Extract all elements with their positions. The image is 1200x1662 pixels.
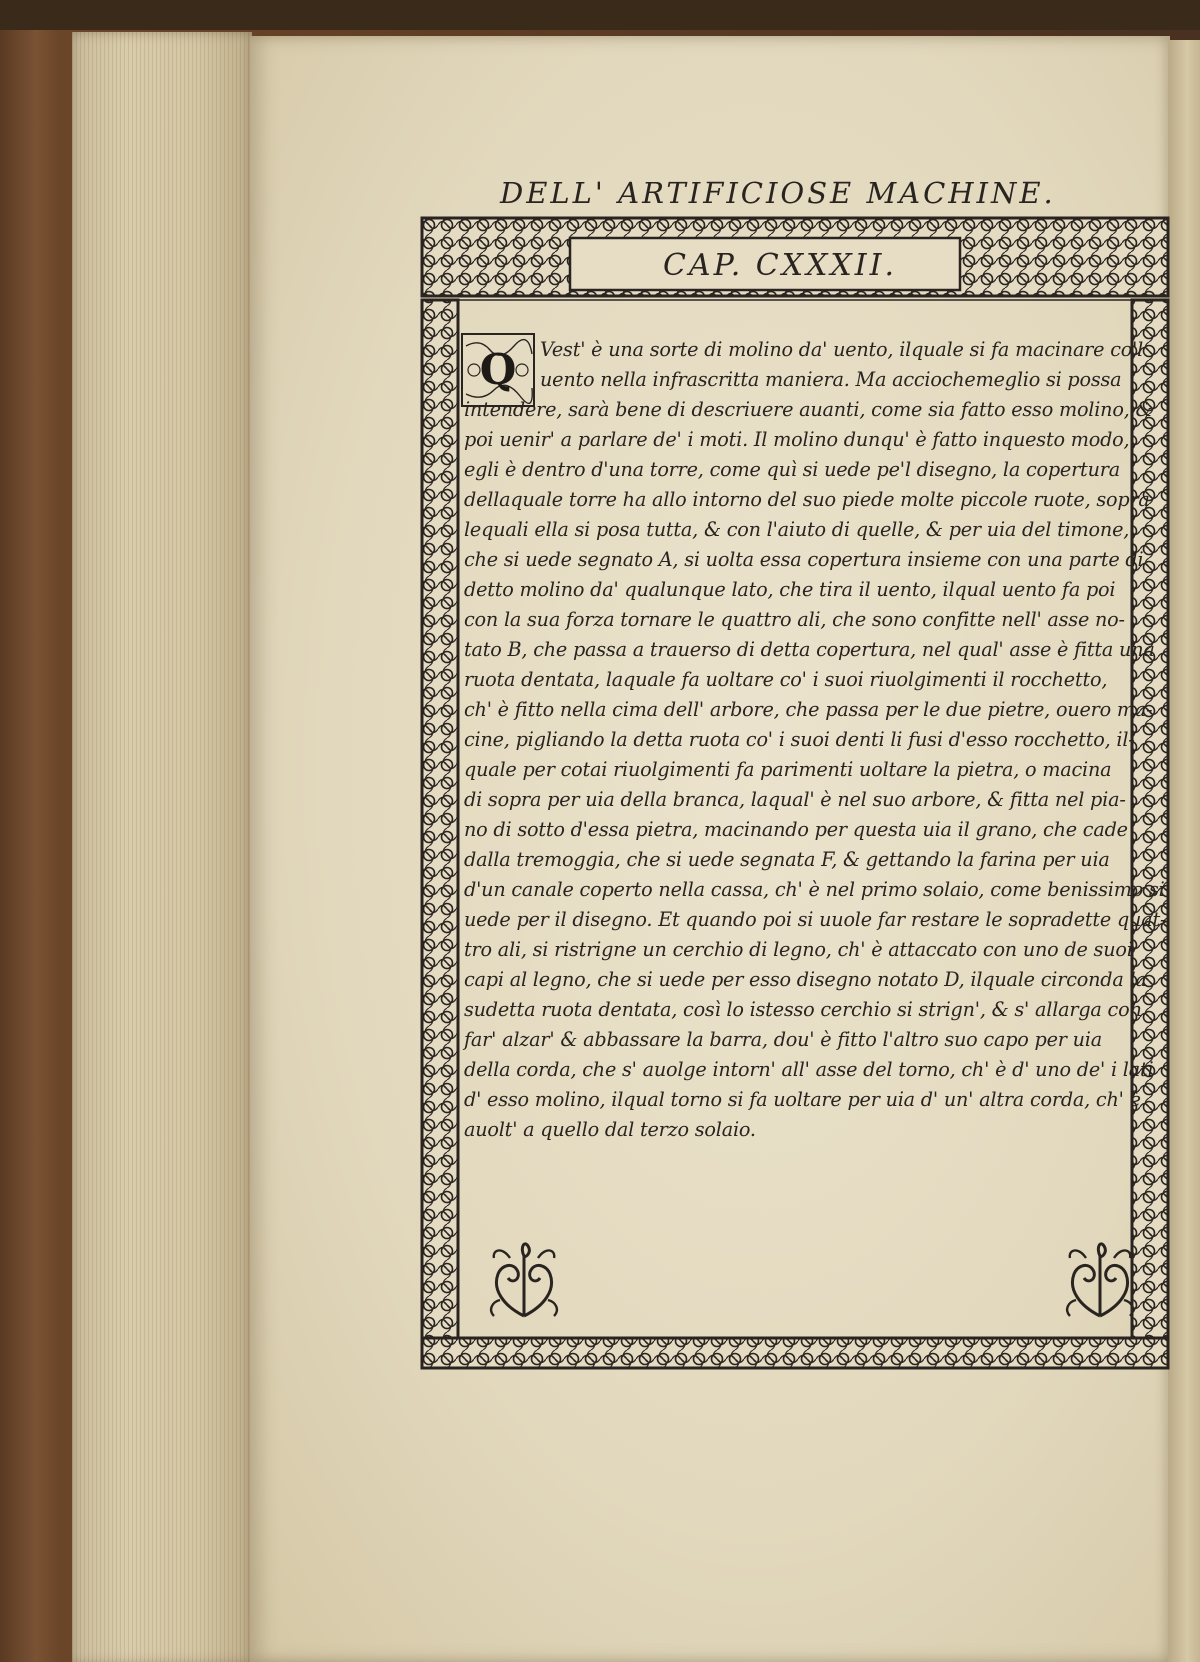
text-line: d'un canale coperto nella cassa, ch' è nel primo solaio, come benissimo si: [464, 878, 1165, 901]
text-line: tato B, che passa a trauerso di detta copertura, nel qual' asse è fitta una: [464, 638, 1155, 661]
text-line: quale per cotai riuolgimenti fa parimenti uoltare la pietra, o macina: [464, 758, 1112, 781]
fleuron-ornament-left: [484, 1236, 564, 1322]
text-line: ch' è fitto nella cima dell' arbore, che passa per le due pietre, ouero ma-: [464, 698, 1153, 721]
chapter-heading: CAP. CXXXII.: [662, 248, 898, 283]
facing-page-edge: [1168, 40, 1200, 1662]
text-line: di sopra per uia della branca, laqual' è nel suo arbore, & fitta nel pia-: [464, 788, 1126, 811]
fleuron-ornament-right: [1060, 1236, 1140, 1322]
text-line: egli è dentro d'una torre, come quì si uede pe'l disegno, la copertura: [464, 458, 1120, 481]
text-line: no di sotto d'essa pietra, macinando per questa uia il grano, che cade: [464, 818, 1128, 841]
page-edges: [72, 32, 252, 1662]
initial-letter: Q: [479, 345, 517, 394]
text-line: che si uede segnato A, si uolta essa copertura insieme con una parte di: [464, 548, 1144, 571]
text-line: Vest' è una sorte di molino da' uento, ilquale si fa macinare co'l: [540, 338, 1144, 361]
text-line: uento nella infrascritta maniera. Ma acciochemeglio si possa: [540, 368, 1122, 391]
running-head: DELL' ARTIFICIOSE MACHINE.: [500, 176, 1056, 210]
text-line: detto molino da' qualunque lato, che tira il uento, ilqual uento fa poi: [464, 578, 1116, 601]
text-line: uede per il disegno. Et quando poi si uuole far restare le sopradette quat-: [464, 908, 1167, 931]
text-line: intendere, sarà bene di descriuere auanti, come sia fatto esso molino, &: [464, 398, 1153, 421]
text-line: dellaquale torre ha allo intorno del suo piede molte piccole ruote, sopra: [464, 488, 1150, 511]
text-line: dalla tremoggia, che si uede segnata F, & gettando la farina per uia: [464, 848, 1110, 871]
text-line: lequali ella si posa tutta, & con l'aiuto di quelle, & per uia del timone,: [464, 518, 1130, 541]
text-line: ruota dentata, laquale fa uoltare co' i suoi riuolgimenti il rocchetto,: [464, 668, 1108, 691]
text-line: cine, pigliando la detta ruota co' i suoi denti li fusi d'esso rocchetto, il-: [464, 728, 1135, 751]
body-text: [464, 338, 1167, 1168]
text-line: poi uenir' a parlare de' i moti. Il molino dunqu' è fatto inquesto modo,: [464, 428, 1130, 451]
text-line: con la sua forza tornare le quattro ali, che sono confitte nell' asse no-: [464, 608, 1125, 631]
text-line: tro ali, si ristrigne un cerchio di legno, ch' è attaccato con uno de suoi: [464, 938, 1133, 961]
text-line: capi al legno, che si uede per esso disegno notato D, ilquale circonda la: [464, 968, 1147, 991]
text-line: della corda, che s' auolge intorn' all' asse del torno, ch' è d' uno de' i lati: [464, 1058, 1154, 1081]
text-line: sudetta ruota dentata, così lo istesso cerchio si strign', & s' allarga con: [464, 998, 1142, 1021]
text-line: far' alzar' & abbassare la barra, dou' è fitto l'altro suo capo per uia: [464, 1028, 1102, 1051]
text-line: auolt' a quello dal terzo solaio.: [464, 1118, 756, 1141]
text-line: d' esso molino, ilqual torno si fa uoltare per uia d' un' altra corda, ch' è: [464, 1088, 1141, 1111]
